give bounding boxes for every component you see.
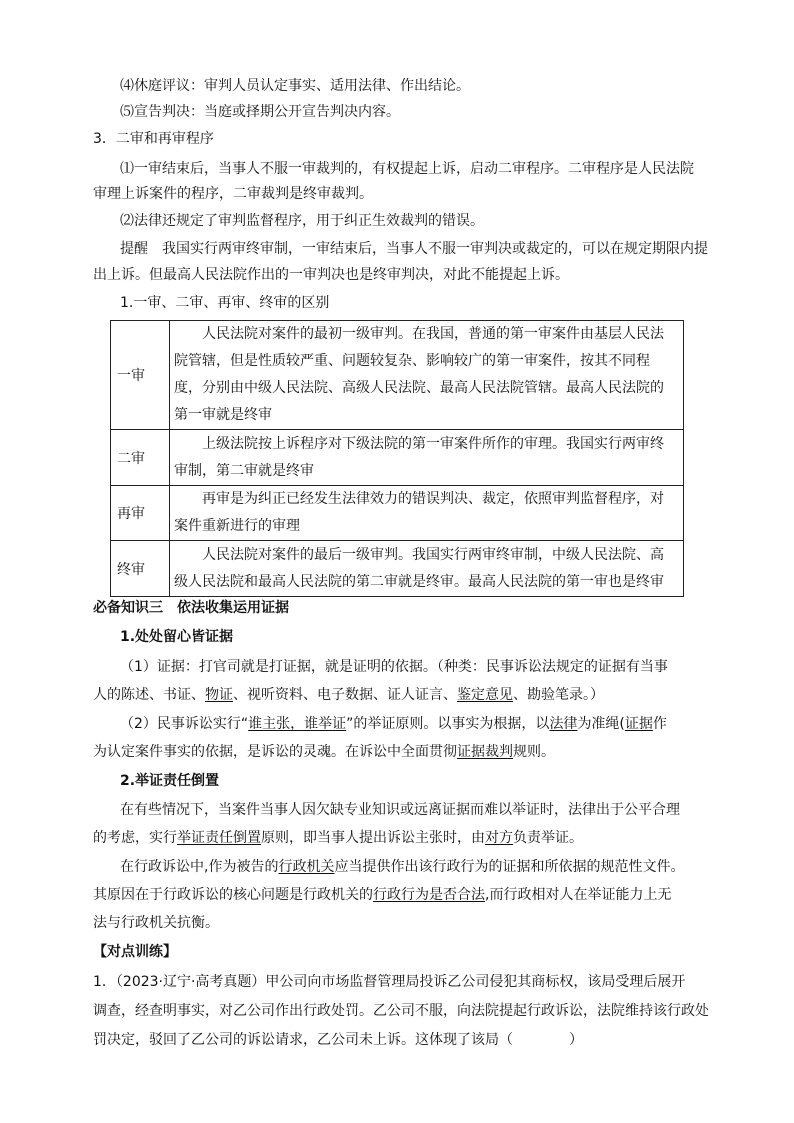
paragraph-line <box>93 886 671 904</box>
underlined-term: 鉴定意见 <box>457 687 513 703</box>
underlined-term: 证据 <box>624 716 653 732</box>
comparison-table <box>110 320 684 597</box>
text: 原则，即当事人提出诉讼主张时，由 <box>261 830 485 846</box>
table-cell-term: 再审 <box>111 486 170 541</box>
text: ,而行政相对人在举证能力上无 <box>485 887 672 903</box>
table-cell-term: 一审 <box>111 321 170 430</box>
paragraph-line: 审理上诉案件的程序，二审裁判是终审裁判。 <box>93 186 373 202</box>
paragraph-line: 法与行政机关抗衡。 <box>93 915 219 931</box>
table-row <box>111 430 684 486</box>
table-cell-term: 终审 <box>111 541 170 597</box>
underlined-term: 谁主张，谁举证 <box>248 716 347 732</box>
text: 、勘验笔录。） <box>513 687 604 703</box>
text: 负责举证。 <box>513 830 583 846</box>
paragraph-line: ⑴一审结束后，当事人不服一审裁判的，有权提起上诉，启动二审程序。二审程序是人民法院 <box>120 161 694 177</box>
question-line <box>93 1031 583 1049</box>
paragraph-line: ⑵法律还规定了审判监督程序，用于纠正生效裁判的错误。 <box>120 213 484 229</box>
underlined-term: 行政行为是否合法 <box>373 887 485 903</box>
text: ”的举证原则。以事实为根据，以 <box>346 716 550 732</box>
table-cell-desc: 再审是为纠正已经发生法律效力的错误判决、裁定，依照审判监督程序，对案件重新进行的审理 <box>170 486 684 541</box>
training-heading: 【对点训练】 <box>93 944 177 960</box>
paragraph-line <box>120 858 684 876</box>
subheading: 1.处处留心皆证据 <box>120 629 234 645</box>
section-heading-evidence: 必备知识三 依法收集运用证据 <box>93 600 289 616</box>
tip-line: 提醒 我国实行两审终审制，一审结束后，当事人不服一审判决或裁定的，可以在规定期限内提 <box>120 241 708 257</box>
table-row <box>111 321 684 430</box>
underlined-term: 物证 <box>205 687 233 703</box>
text: 为准绳( <box>577 716 625 732</box>
text: 为认定案件事实的依据，是诉讼的灵魂。在诉讼中全面贯彻 <box>93 744 457 760</box>
tip-line: 出上诉。但最高人民法院作出的一审判决也是终审判决，对此不能提起上诉。 <box>93 267 569 283</box>
text: 的考虑，实行 <box>93 830 177 846</box>
underlined-term: 法律 <box>549 716 578 732</box>
table-cell-desc: 上级法院按上诉程序对下级法院的第一审案件所作的审理。我国实行两审终审制，第二审就是终审 <box>170 430 684 486</box>
paragraph-line: 在有些情况下，当案件当事人因欠缺专业知识或远离证据而难以举证时，法律出于公平合理 <box>120 802 680 818</box>
text: 、视听资料、电子数据、证人证言、 <box>233 687 457 703</box>
table-cell-desc: 人民法院对案件的最初一级审判。在我国，普通的第一审案件由基层人民法院管辖，但是性质较严重、问题较复杂、影响较广的第一审案件，按其不同程度，分别由中级人民法院、高级人民法院、最高人民法院管辖。最高人民法院的第一审就是终审 <box>170 321 684 430</box>
paragraph-line: （1）证据：打官司就是打证据，就是证明的依据。（种类：民事诉讼法规定的证据有当事 <box>120 659 668 675</box>
text: 应当提供作出该行政行为的证据和所依据的规范性文件。 <box>334 859 685 875</box>
underlined-term: 对方 <box>485 830 513 846</box>
underlined-term: 证据裁判 <box>457 744 513 760</box>
text: 在行政诉讼中,作为被告的 <box>120 859 279 875</box>
question-line: 调查，经查明事实，对乙公司作出行政处罚。乙公司不服，向法院提起行政诉讼，法院维持该行政处 <box>93 1003 709 1019</box>
paragraph-line <box>93 829 583 847</box>
table-cell-term: 二审 <box>111 430 170 486</box>
text: 作 <box>652 716 667 732</box>
text: ） <box>569 1032 583 1048</box>
text: 人的陈述、书证、 <box>93 687 205 703</box>
text: （2）民事诉讼实行“ <box>120 716 249 732</box>
table-row <box>111 486 684 541</box>
question-line: 1．（2023·辽宁·高考真题）甲公司向市场监督管理局投诉乙公司侵犯其商标权，该局受理后展开 <box>93 974 686 990</box>
text: 规则。 <box>513 744 555 760</box>
paragraph-line <box>120 715 667 733</box>
list-item-adjourn: ⑷休庭评议：审判人员认定事实、适用法律、作出结论。 <box>120 78 470 94</box>
paragraph-line <box>93 743 555 761</box>
table-title: 1.一审、二审、再审、终审的区别 <box>120 295 330 311</box>
text: 其原因在于行政诉讼的核心问题是行政机关的 <box>93 887 373 903</box>
subheading: 2.举证责任倒置 <box>120 773 220 789</box>
table-cell-desc: 人民法院对案件的最后一级审判。我国实行两审终审制，中级人民法院、高级人民法院和最高人民法院的第二审就是终审。最高人民法院的第一审也是终审 <box>170 541 684 597</box>
list-item-verdict: ⑸宣告判决：当庭或择期公开宣告判决内容。 <box>120 104 400 120</box>
paragraph-line <box>93 686 604 704</box>
section-heading-appeal: 3．二审和再审程序 <box>93 131 214 147</box>
text: 罚决定，驳回了乙公司的诉讼请求，乙公司未上诉。这体现了该局（ <box>93 1032 513 1048</box>
underlined-term: 举证责任倒置 <box>177 830 261 846</box>
underlined-term: 行政机关 <box>278 859 335 875</box>
table-row <box>111 541 684 597</box>
